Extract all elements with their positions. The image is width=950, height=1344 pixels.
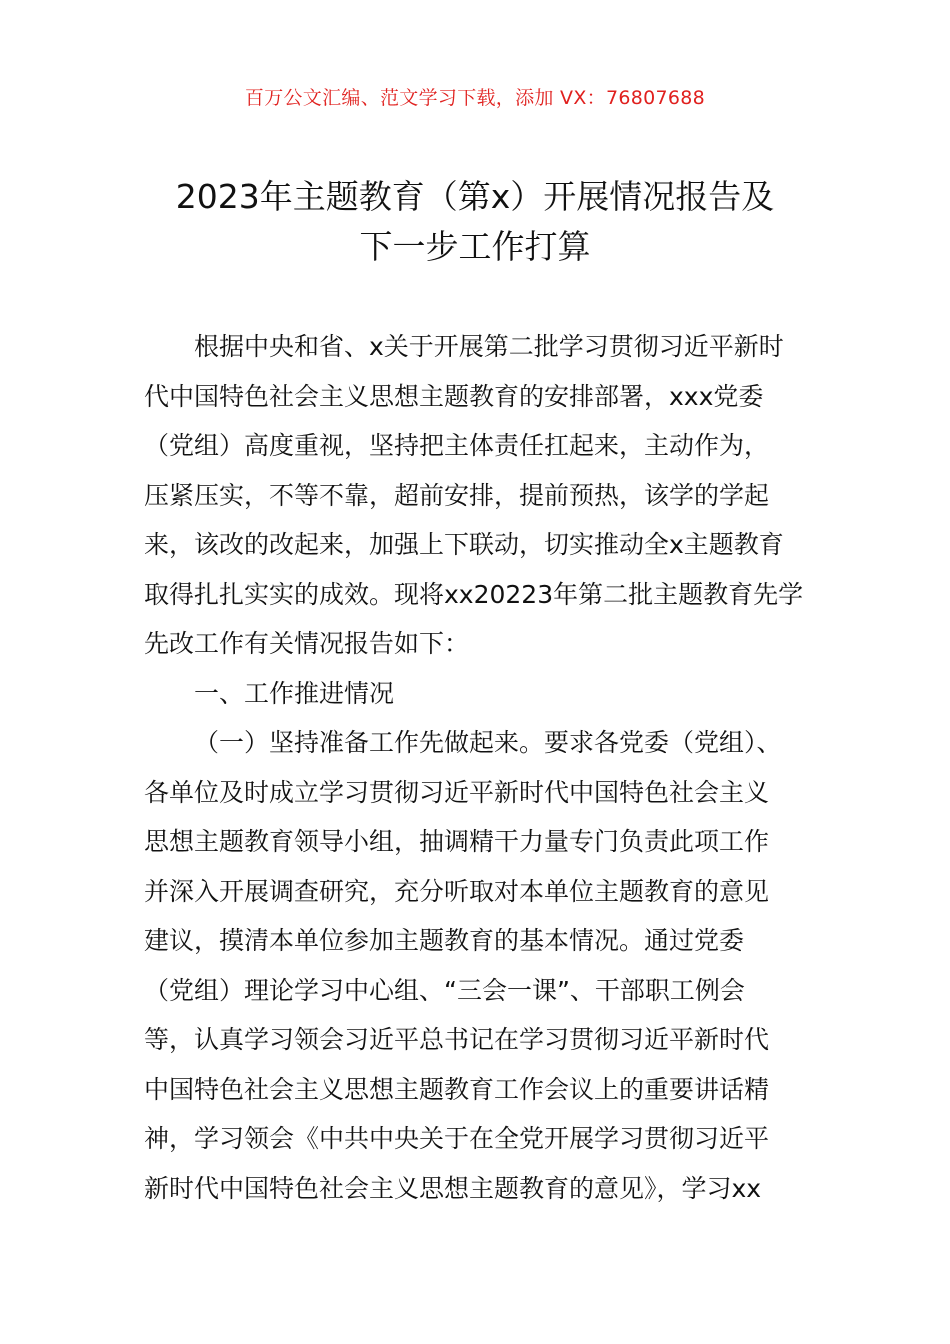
paragraph-2-line: （党组）理论学习中心组、“三会一课”、干部职工例会 [144,975,745,1005]
paragraph-2-line: 建议，摸清本单位参加主题教育的基本情况。通过党委 [144,926,745,955]
header-note: 百万公文汇编、范文学习下载，添加 VX：76807688 [244,87,706,109]
paragraph-2-line: 新时代中国特色社会主义思想主题教育的意见》，学习xx [144,1173,762,1203]
paragraph-1-line: （党组）高度重视，坚持把主体责任扛起来，主动作为， [144,431,770,460]
paragraph-2-line: 并深入开展调查研究，充分听取对本单位主题教育的意见 [144,876,770,906]
title-line-2: 下一步工作打算 [359,227,591,266]
paragraph-1-line: 先改工作有关情况报告如下： [144,629,470,658]
paragraph-1-line: 取得扎扎实实的成效。现将xx20223年第二批主题教育先学 [144,579,804,609]
paragraph-2-line: 等，认真学习领会习近平总书记在学习贯彻习近平新时代 [144,1025,770,1054]
title-line-1: 2023年主题教育（第x）开展情况报告及 [175,177,775,216]
paragraph-2-line: （一）坚持准备工作先做起来。要求各党委（党组）、 [194,728,782,757]
paragraph-1-line: 代中国特色社会主义思想主题教育的安排部署，xxx党委 [144,381,764,411]
paragraph-1-line: 根据中央和省、x关于开展第二批学习贯彻习近平新时 [194,332,784,361]
paragraph-2-line: 中国特色社会主义思想主题教育工作会议上的重要讲话精 [144,1074,770,1104]
paragraph-1-line: 压紧压实，不等不靠，超前安排，提前预热，该学的学起 [144,480,770,510]
document-body [144,322,820,1213]
paragraph-2-line: 思想主题教育领导小组，抽调精干力量专门负责此项工作 [144,827,770,856]
paragraph-2-line: 各单位及时成立学习贯彻习近平新时代中国特色社会主义 [144,777,770,807]
section-heading: 一、工作推进情况 [194,678,395,708]
paragraph-1-line: 来，该改的改起来，加强上下联动，切实推动全x主题教育 [144,530,784,559]
paragraph-2-line: 神，学习领会《中共中央关于在全党开展学习贯彻习近平 [144,1124,770,1153]
document-title [120,172,830,272]
